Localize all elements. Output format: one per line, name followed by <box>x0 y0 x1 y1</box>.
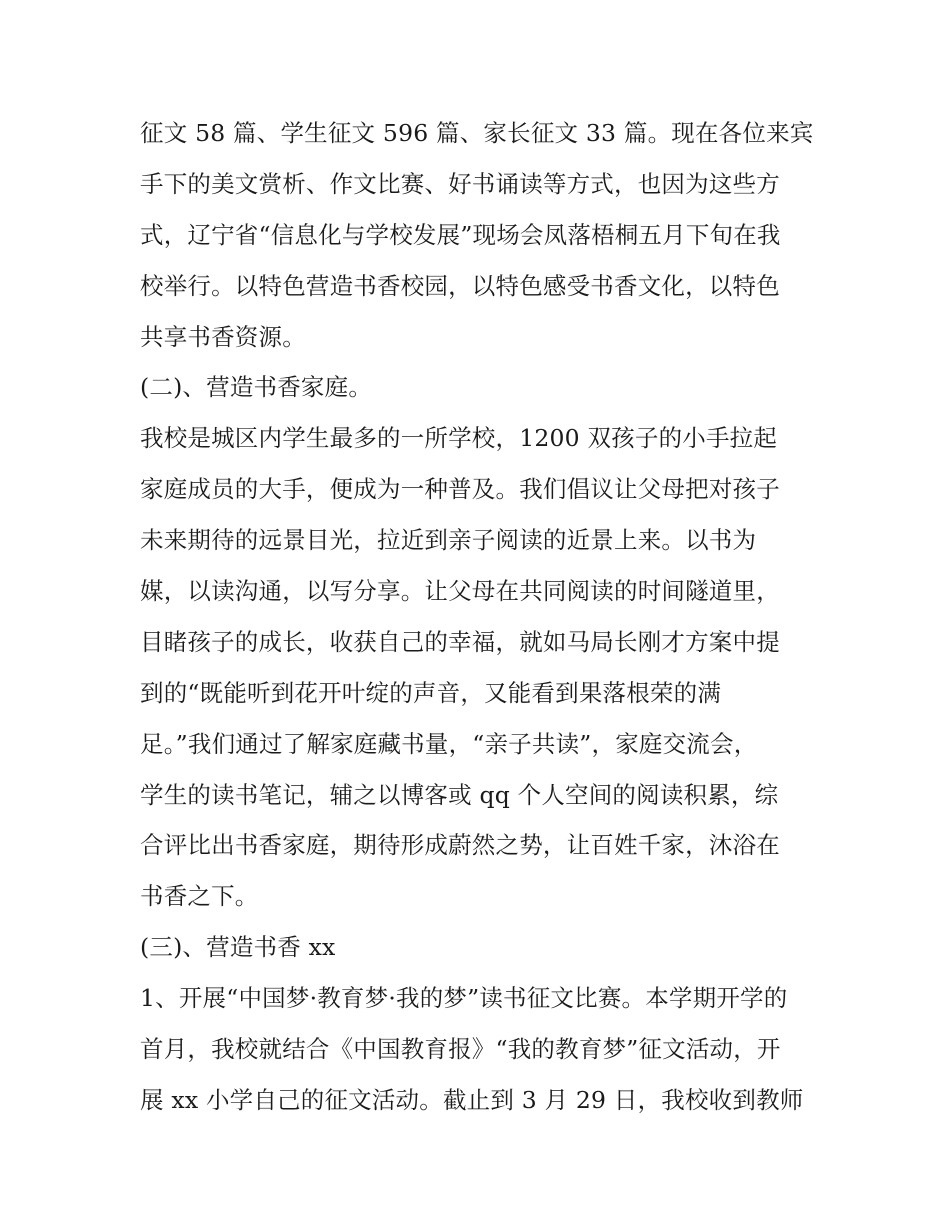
text-line: 合评比出书香家庭，期待形成蔚然之势，让百姓千家，沐浴在 <box>140 831 780 860</box>
text-line: 展 xx 小学自己的征文活动。截止到 3 月 29 日，我校收到教师 <box>140 1085 804 1114</box>
text-line: 共享书香资源。 <box>140 322 306 351</box>
text-line: 1、开展“中国梦·教育梦·我的梦”读书征文比赛。本学期开学的 <box>140 984 788 1013</box>
text-line: 征文 58 篇、学生征文 596 篇、家长征文 33 篇。现在各位来宾 <box>140 119 814 147</box>
text-line: 足。”我们通过了解家庭藏书量，“亲子共读”，家庭交流会， <box>140 729 758 758</box>
text-line: 学生的读书笔记，辅之以博客或 qq 个人空间的阅读积累，综 <box>140 780 779 809</box>
text-line: 我校是城区内学生最多的一所学校，1200 双孩子的小手拉起 <box>140 424 778 453</box>
text-line: 首月，我校就结合《中国教育报》“我的教育梦”征文活动，开 <box>140 1035 781 1064</box>
text-line: 书香之下。 <box>140 882 259 911</box>
text-line: 未来期待的远景目光，拉近到亲子阅读的近景上来。以书为 <box>140 526 757 555</box>
section-heading: (三)、营造书香 xx <box>140 933 336 962</box>
document-body <box>140 108 820 1126</box>
section-heading: (二)、营造书香家庭。 <box>140 373 373 402</box>
text-line: 式，辽宁省“信息化与学校发展”现场会凤落梧桐五月下旬在我 <box>140 220 781 249</box>
text-line: 校举行。以特色营造书香校园，以特色感受书香文化，以特色 <box>140 271 780 300</box>
text-line: 媒，以读沟通，以写分享。让父母在共同阅读的时间隧道里， <box>140 577 780 606</box>
text-line: 手下的美文赏析、作文比赛、好书诵读等方式，也因为这些方 <box>140 169 780 198</box>
text-line: 目睹孩子的成长，收获自己的幸福，就如马局长刚才方案中提 <box>140 627 780 656</box>
text-line: 到的“既能听到花开叶绽的声音，又能看到果落根荣的满 <box>140 678 722 707</box>
text-line: 家庭成员的大手，便成为一种普及。我们倡议让父母把对孩子 <box>140 475 780 504</box>
